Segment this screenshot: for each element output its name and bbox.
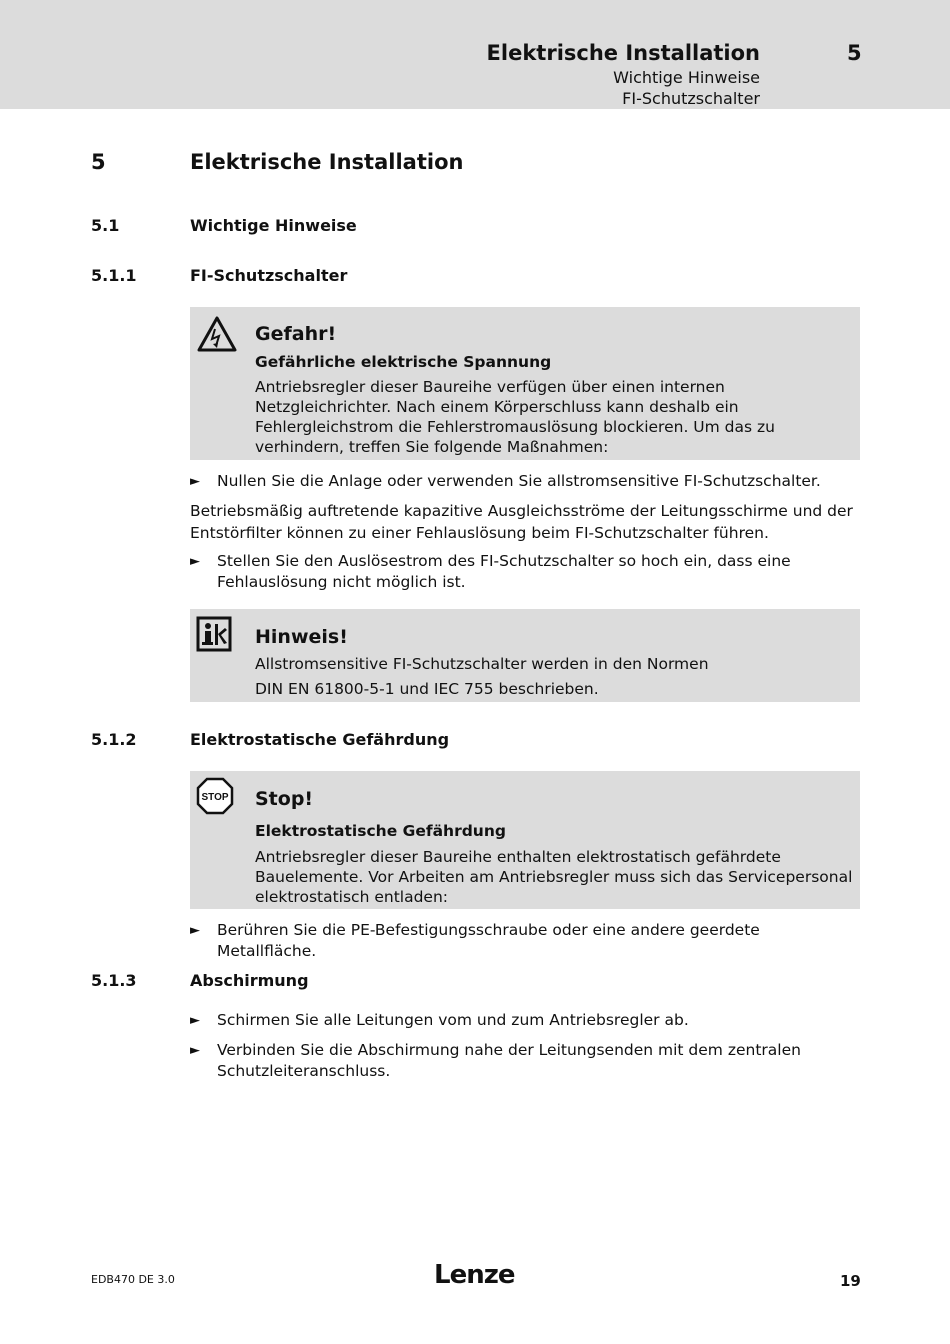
stop-box (190, 771, 860, 909)
bullet-arrow-icon: ► (190, 474, 200, 489)
list-item (190, 920, 860, 962)
lenze-logo: Lenze (434, 1260, 515, 1290)
section-5-1-3-number: 5.1.3 (91, 971, 137, 990)
info-icon (196, 616, 232, 656)
list-item-text: Stellen Sie den Auslösestrom des FI-Schutzschalter so hoch ein, dass eine Fehlauslösung nicht möglich ist. (217, 552, 791, 591)
list-item-text: Nullen Sie die Anlage oder verwenden Sie allstromsensitive FI-Schutzschalter. (217, 472, 821, 490)
section-5-1-2-title: Elektrostatische Gefährdung (190, 730, 450, 749)
section-5-1-title: Wichtige Hinweise (190, 216, 357, 235)
header-chapter-number: 5 (847, 41, 862, 65)
stop-subtitle: Elektrostatische Gefährdung (255, 822, 506, 840)
danger-box (190, 307, 860, 460)
bullet-arrow-icon: ► (190, 1013, 200, 1028)
paragraph: Betriebsmäßig auftretende kapazitive Ausgleichsströme der Leitungsschirme und der Entstörfilter können zu einer Fehlauslösung beim FI-Schutzschalter führen. (190, 502, 853, 542)
note-line-2: DIN EN 61800-5-1 und IEC 755 beschrieben. (255, 680, 599, 698)
list-item (190, 1040, 860, 1082)
stop-icon (196, 777, 234, 819)
note-box (190, 609, 860, 702)
section-5-1-number: 5.1 (91, 216, 120, 235)
list-item (190, 551, 860, 593)
danger-title: Gefahr! (255, 323, 337, 345)
section-5-1-1-number: 5.1.1 (91, 266, 137, 285)
list-item-text: Berühren Sie die PE-Befestigungsschraube oder eine andere geerdete Metallfläche. (217, 921, 760, 960)
note-line-1: Allstromsensitive FI-Schutzschalter werden in den Normen (255, 655, 709, 673)
header-subtitle-2: FI-Schutzschalter (622, 89, 760, 108)
footer-doc-id: EDB470 DE 3.0 (91, 1273, 175, 1286)
stop-text: Antriebsregler dieser Baureihe enthalten elektrostatisch gefährdete Bauelemente. Vor Arbeiten am Antriebsregler muss sich das Servicepersonal elektrostatisch entladen: (255, 848, 853, 906)
header-subtitle-1: Wichtige Hinweise (613, 68, 760, 87)
bullet-arrow-icon: ► (190, 1043, 200, 1058)
page-header (0, 0, 950, 109)
note-title: Hinweis! (255, 626, 348, 648)
page-number: 19 (840, 1272, 861, 1290)
bullet-arrow-icon: ► (190, 923, 200, 938)
section-5-1-3-title: Abschirmung (190, 971, 309, 990)
danger-subtitle: Gefährliche elektrische Spannung (255, 353, 552, 371)
stop-title: Stop! (255, 788, 314, 810)
stop-icon-label: STOP (201, 792, 229, 803)
section-5-1-2-number: 5.1.2 (91, 730, 137, 749)
header-title: Elektrische Installation (486, 41, 760, 65)
electric-hazard-icon (196, 315, 238, 357)
list-item (190, 471, 860, 492)
section-5-title: Elektrische Installation (190, 150, 464, 174)
section-5-1-1-title: FI-Schutzschalter (190, 266, 348, 285)
list-item-text: Verbinden Sie die Abschirmung nahe der Leitungsenden mit dem zentralen Schutzleiteranschluss. (217, 1041, 801, 1080)
danger-text: Antriebsregler dieser Baureihe verfügen über einen internen Netzgleichrichter. Nach einem Körperschluss kann deshalb ein Fehlergleichstrom die Fehlerstromauslösung blockieren. Um das zu verhindern, treffen Sie folgende Maßnahmen: (255, 378, 775, 456)
bullet-arrow-icon: ► (190, 554, 200, 569)
section-5-number: 5 (91, 150, 106, 174)
list-item-text: Schirmen Sie alle Leitungen vom und zum Antriebsregler ab. (217, 1011, 689, 1029)
list-item (190, 1010, 860, 1031)
